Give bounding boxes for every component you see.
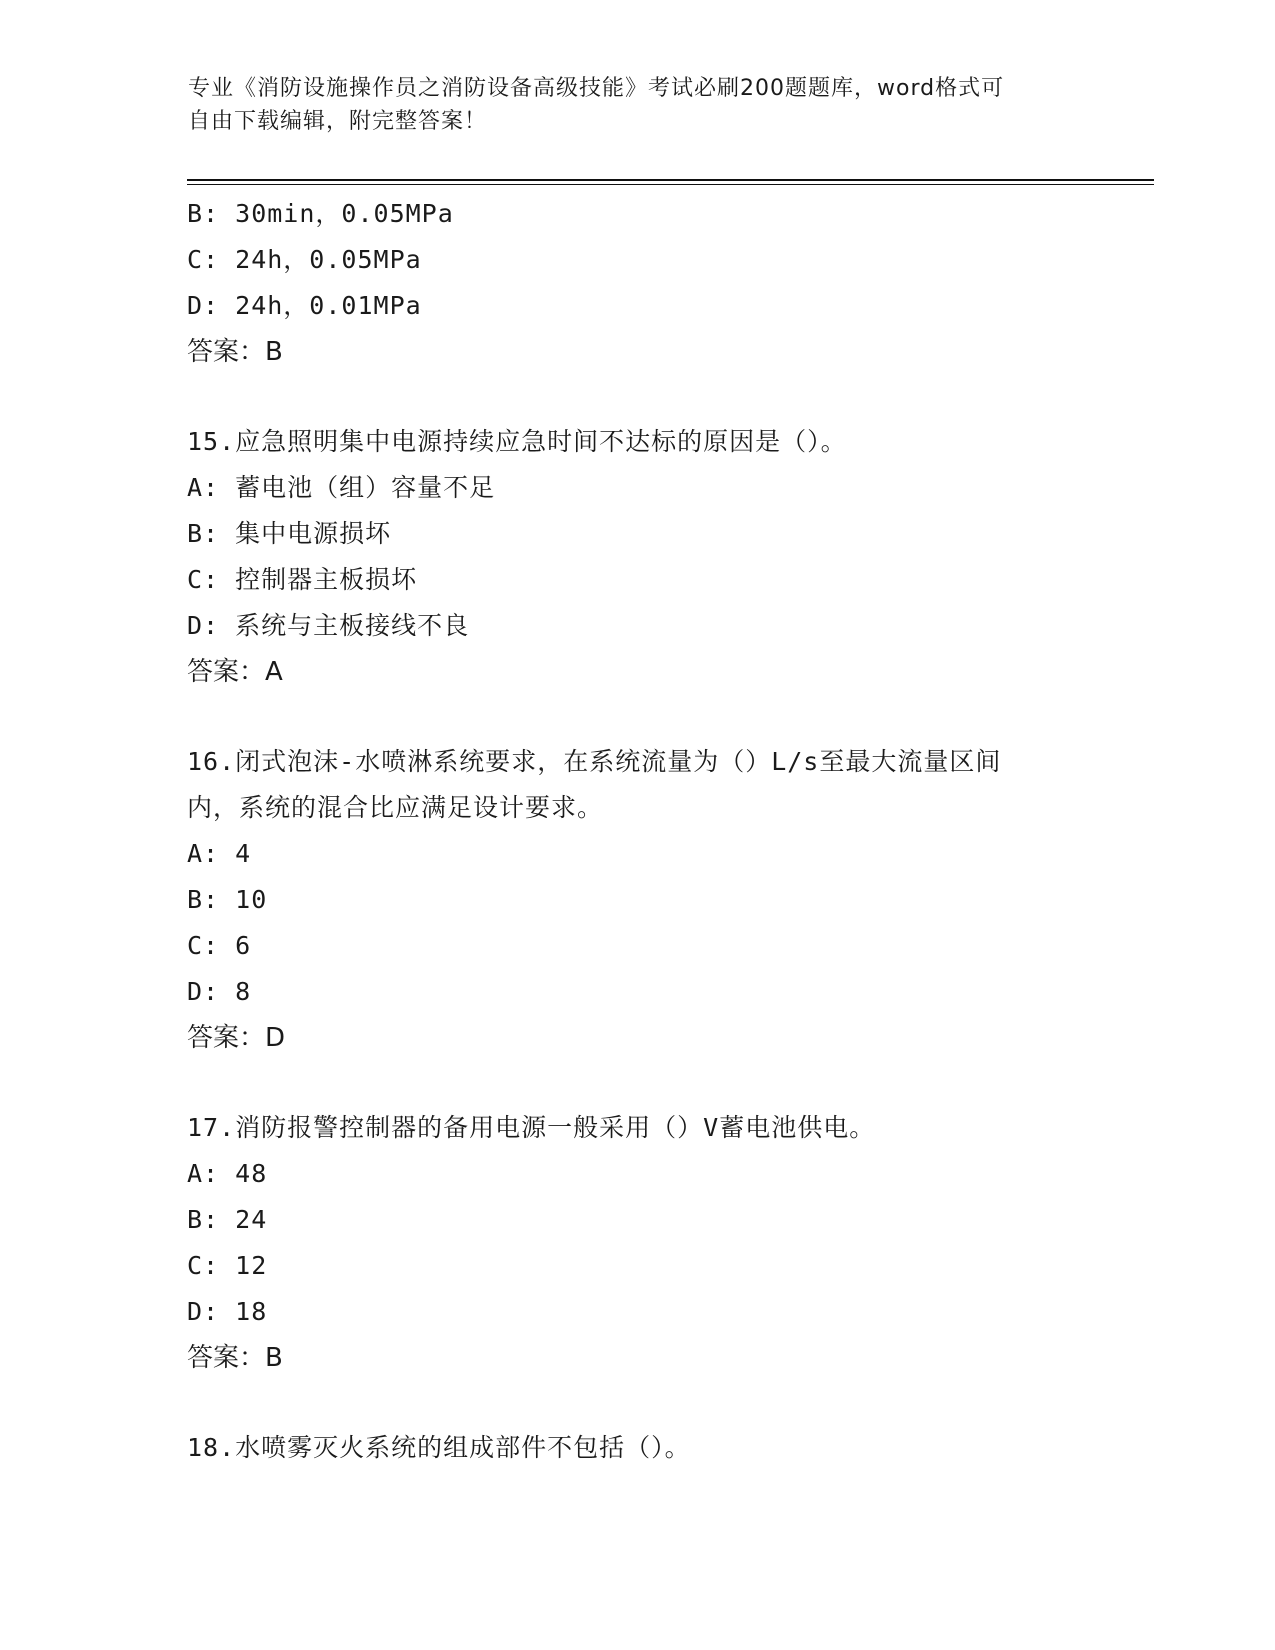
q15-question: 15.应急照明集中电源持续应急时间不达标的原因是（）。 (187, 427, 847, 456)
spacer (187, 1061, 1147, 1105)
q15-option-d: D: 系统与主板接线不良 (187, 611, 470, 640)
question-14-block (187, 191, 1147, 375)
header-rule-thick (187, 179, 1154, 181)
q16-answer: 答案：D (187, 1023, 286, 1053)
question-15-block (187, 419, 1147, 695)
header-title-line-1: 专业《消防设施操作员之消防设备高级技能》考试必刷200题题库，word格式可 (188, 76, 1005, 101)
q16-question-line-1: 16.闭式泡沫-水喷淋系统要求，在系统流量为（）L/s至最大流量区间 (187, 747, 1002, 776)
q15-option-a: A: 蓄电池（组）容量不足 (187, 473, 496, 502)
question-18-block (187, 1425, 1147, 1471)
spacer (187, 375, 1147, 419)
q16-option-b: B: 10 (187, 885, 268, 914)
q14-option-d: D: 24h，0.01MPa (187, 291, 422, 320)
q16-option-c: C: 6 (187, 931, 252, 960)
q15-option-c: C: 控制器主板损坏 (187, 565, 418, 594)
header-title-line-2: 自由下载编辑，附完整答案！ (188, 109, 488, 134)
header-rule-thin (187, 184, 1154, 185)
spacer (187, 1381, 1147, 1425)
q18-question: 18.水喷雾灭火系统的组成部件不包括（）。 (187, 1433, 691, 1462)
question-16-block (187, 739, 1147, 1061)
question-17-block (187, 1105, 1147, 1381)
q15-answer: 答案：A (187, 657, 283, 687)
q17-option-d: D: 18 (187, 1297, 268, 1326)
question-list (187, 191, 1147, 1471)
q17-answer: 答案：B (187, 1343, 283, 1373)
q17-question: 17.消防报警控制器的备用电源一般采用（）V蓄电池供电。 (187, 1113, 876, 1142)
q16-option-a: A: 4 (187, 839, 252, 868)
q14-answer: 答案：B (187, 337, 283, 367)
document-header (188, 72, 1088, 138)
q17-option-b: B: 24 (187, 1205, 268, 1234)
q17-option-a: A: 48 (187, 1159, 268, 1188)
spacer (187, 695, 1147, 739)
q14-option-c: C: 24h，0.05MPa (187, 245, 422, 274)
q16-question-line-2: 内，系统的混合比应满足设计要求。 (187, 793, 604, 822)
q14-option-b: B: 30min，0.05MPa (187, 199, 454, 228)
q15-option-b: B: 集中电源损坏 (187, 519, 392, 548)
q17-option-c: C: 12 (187, 1251, 268, 1280)
q16-option-d: D: 8 (187, 977, 252, 1006)
